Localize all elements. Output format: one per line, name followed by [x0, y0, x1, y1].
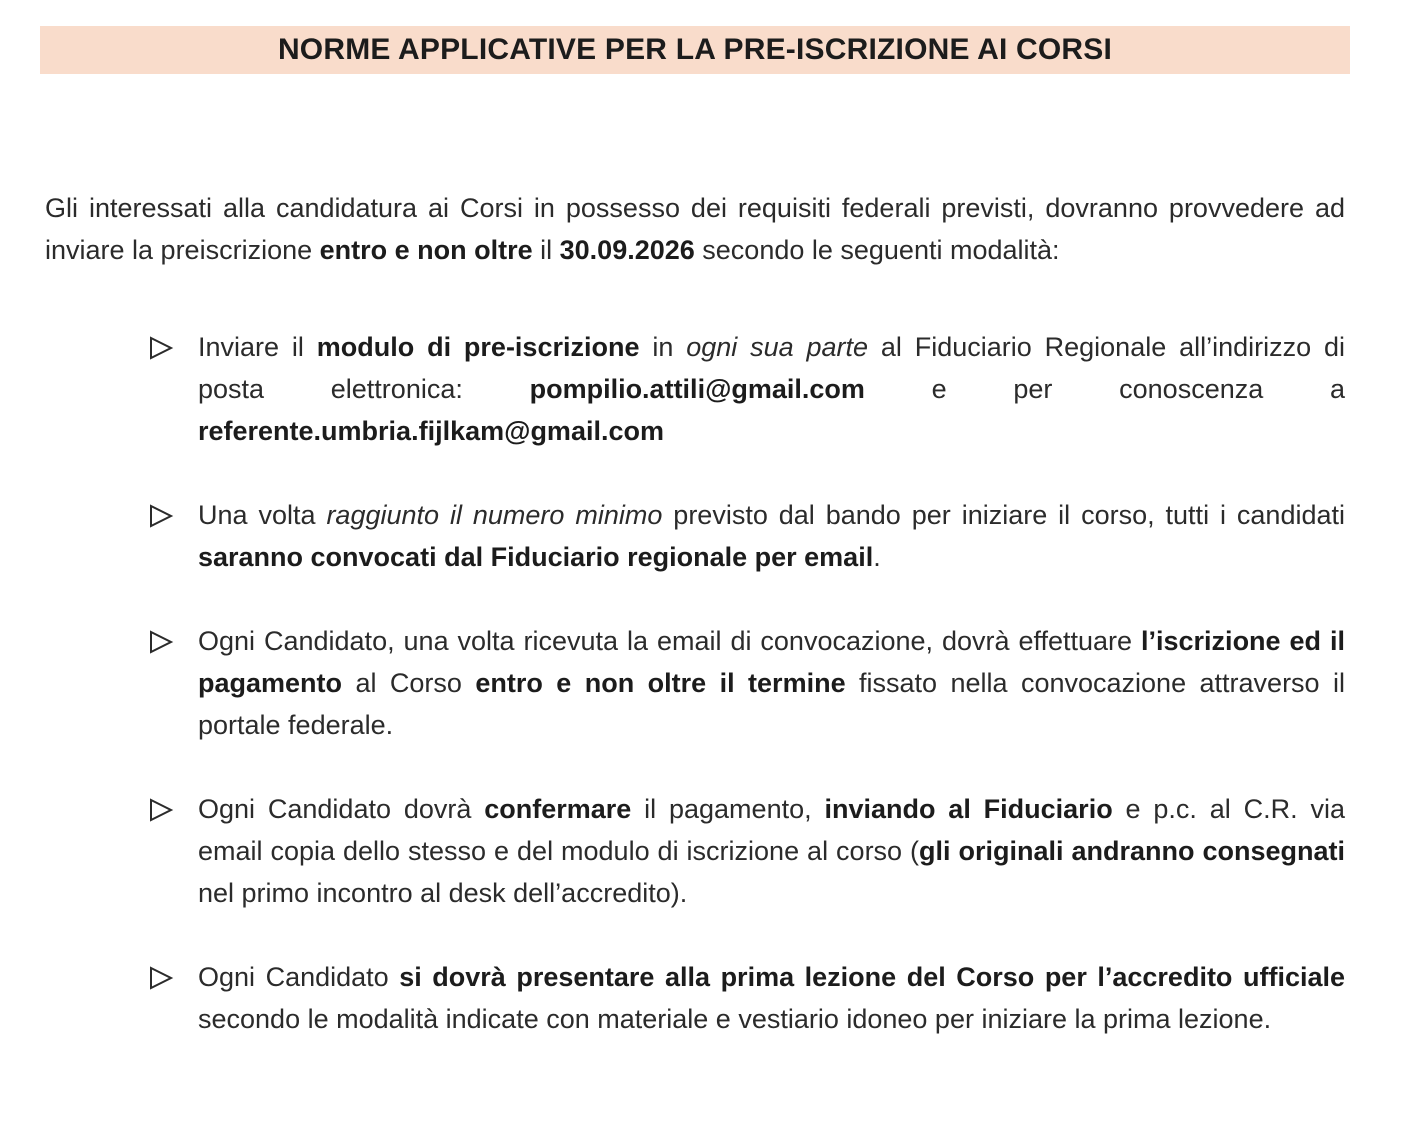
item-emphasis: inviando al Fiduciario: [824, 794, 1113, 824]
item-text: .: [873, 542, 881, 572]
list-item: [148, 494, 1345, 578]
outline-triangle-right-icon: [148, 965, 174, 991]
page-title: NORME APPLICATIVE PER LA PRE-ISCRIZIONE AI CORSI: [277, 33, 1113, 66]
item-emphasis: saranno convocati dal Fiduciario regionale per email: [198, 542, 874, 572]
fiduciary-email: pompilio.attili@gmail.com: [529, 374, 865, 404]
instructions-list: [148, 326, 1345, 1040]
outline-triangle-right-icon: [148, 629, 174, 655]
item-text: al Fiduciario Regionale all’indirizzo di posta elettronica:: [198, 332, 1345, 404]
list-item: [148, 326, 1345, 452]
outline-triangle-right-icon: [148, 797, 174, 823]
item-italic: raggiunto il numero minimo: [326, 500, 663, 530]
item-text: previsto dal bando per iniziare il corso, tutti i candidati: [662, 500, 1345, 530]
list-item: [148, 620, 1345, 746]
item-text: Ogni Candidato: [198, 962, 400, 992]
item-text: in: [639, 332, 687, 362]
item-italic: ogni sua parte: [686, 332, 869, 362]
title-bar: [40, 26, 1350, 74]
item-text: Una volta: [198, 500, 327, 530]
intro-deadline-date: 30.09.2026: [559, 235, 695, 265]
outline-triangle-right-icon: [148, 503, 174, 529]
item-text: secondo le modalità indicate con materiale e vestiario idoneo per iniziare la prima lezione.: [198, 1004, 1272, 1034]
item-text: al Corso: [342, 668, 476, 698]
intro-paragraph: [45, 187, 1345, 271]
referent-email: referente.umbria.fijlkam@gmail.com: [198, 416, 664, 446]
list-item: [148, 788, 1345, 914]
item-text: Ogni Candidato dovrà: [198, 794, 485, 824]
intro-deadline-emphasis: entro e non oltre: [319, 235, 533, 265]
item-text: Ogni Candidato, una volta ricevuta la email di convocazione, dovrà effettuare: [198, 626, 1142, 656]
item-text: il pagamento,: [631, 794, 825, 824]
intro-text: Gli interessati alla candidatura ai Corsi in possesso dei requisiti federali previsti, dovranno provvedere ad inviare la preiscrizione: [45, 193, 1345, 265]
outline-triangle-right-icon: [148, 335, 174, 361]
item-emphasis: gli originali andranno consegnati: [919, 836, 1346, 866]
intro-text: secondo le seguenti modalità:: [694, 235, 1060, 265]
item-emphasis: modulo di pre-iscrizione: [316, 332, 640, 362]
item-text: e p.c. al C.R. via email copia dello stesso e del modulo di iscrizione al corso (: [198, 794, 1346, 866]
item-emphasis: entro e non oltre il termine: [475, 668, 846, 698]
list-item: [148, 956, 1345, 1040]
item-text: nel primo incontro al desk dell’accredito).: [198, 878, 688, 908]
item-text: fissato nella convocazione attraverso il portale federale.: [198, 668, 1346, 740]
item-emphasis: confermare: [484, 794, 632, 824]
item-text: e per conoscenza a: [864, 374, 1345, 404]
intro-text: il: [532, 235, 560, 265]
item-emphasis: l’iscrizione ed il pagamento: [198, 626, 1345, 698]
item-text: Inviare il: [198, 332, 317, 362]
item-emphasis: si dovrà presentare alla prima lezione del Corso per l’accredito ufficiale: [399, 962, 1346, 992]
